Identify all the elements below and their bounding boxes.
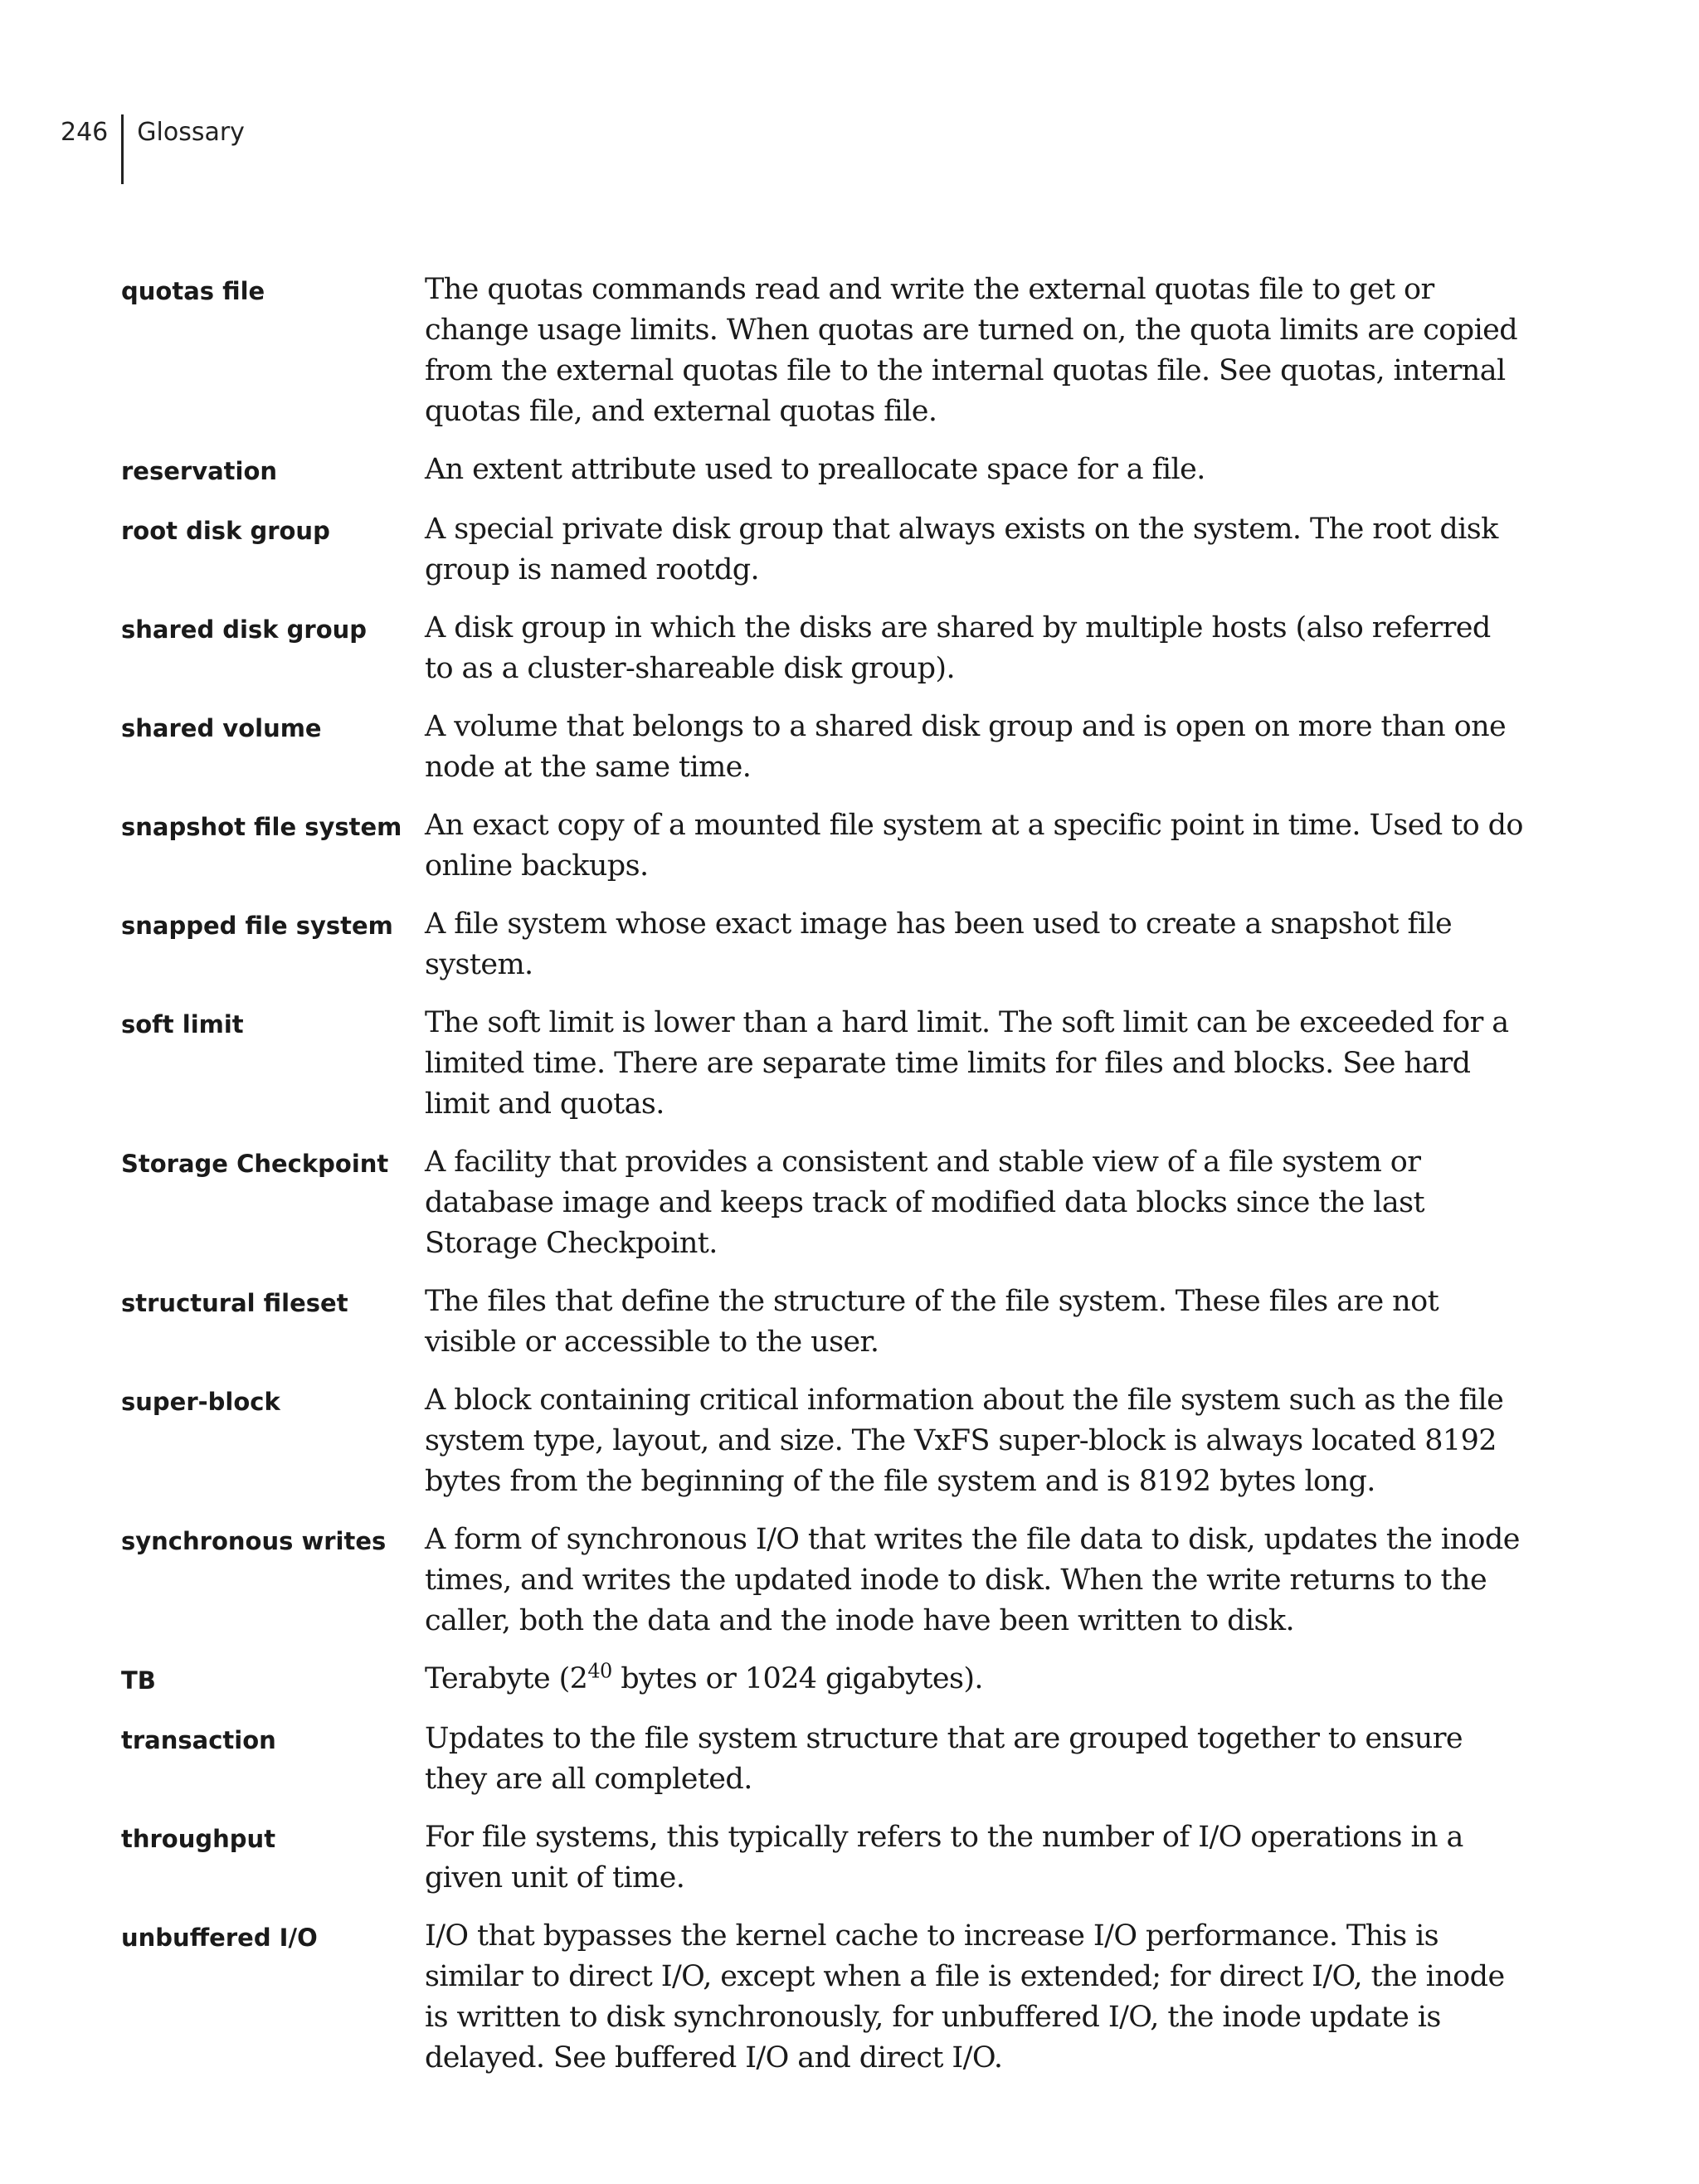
glossary-entry [121, 1817, 1523, 1899]
glossary-definition: The quotas commands read and write the external quotas file to get or change usage limits. When quotas are turned on, the quota limits are copied from the external quotas file to the internal quotas file. See quotas, internal quotas file, and external quotas file. [425, 273, 1518, 428]
glossary-definition [425, 1659, 1523, 1700]
glossary-entry [121, 1142, 1523, 1264]
glossary-term: throughput [121, 1825, 276, 1853]
glossary-term: structural fileset [121, 1289, 348, 1317]
glossary-list [121, 270, 1523, 2096]
glossary-entry [121, 904, 1523, 985]
page-number: 246 [61, 118, 109, 147]
exponent: 40 [587, 1659, 612, 1683]
glossary-entry [121, 450, 1523, 492]
glossary-definition: A volume that belongs to a shared disk group and is open on more than one node at the same time. [425, 710, 1507, 784]
glossary-definition: A disk group in which the disks are shared by multiple hosts (also referred to as a cluster-shareable disk group). [425, 611, 1491, 685]
glossary-definition: An extent attribute used to preallocate space for a file. [425, 453, 1205, 486]
glossary-entry [121, 1916, 1523, 2079]
glossary-definition: A form of synchronous I/O that writes the file data to disk, updates the inode times, and writes the updated inode to disk. When the write returns to the caller, both the data and the inode have been written to disk. [425, 1523, 1520, 1637]
glossary-definition: A special private disk group that always exists on the system. The root disk group is named rootdg. [425, 513, 1498, 586]
glossary-term: super-block [121, 1388, 280, 1416]
glossary-entry [121, 608, 1523, 689]
glossary-entry [121, 1003, 1523, 1125]
glossary-term: soft limit [121, 1010, 244, 1038]
glossary-term: TB [121, 1666, 156, 1695]
glossary-term: quotas file [121, 277, 265, 305]
glossary-definition: A file system whose exact image has been used to create a snapshot file system. [425, 907, 1453, 981]
glossary-entry [121, 1380, 1523, 1502]
glossary-term: synchronous writes [121, 1527, 387, 1555]
glossary-term: Storage Checkpoint [121, 1150, 389, 1178]
glossary-term: unbuffered I/O [121, 1924, 318, 1952]
glossary-term: shared disk group [121, 615, 368, 644]
glossary-definition: An exact copy of a mounted file system at a specific point in time. Used to do online backups. [425, 809, 1523, 883]
section-title: Glossary [137, 118, 245, 147]
glossary-definition: A facility that provides a consistent and stable view of a file system or database image and keeps track of modified data blocks since the last Storage Checkpoint. [425, 1146, 1424, 1260]
glossary-term: snapped file system [121, 912, 393, 940]
glossary-entry [121, 1282, 1523, 1363]
page-header [61, 114, 245, 184]
glossary-entry [121, 270, 1523, 432]
glossary-definition: The files that define the structure of the file system. These files are not visible or accessible to the user. [425, 1285, 1439, 1359]
glossary-definition: I/O that bypasses the kernel cache to increase I/O performance. This is similar to direct I/O, except when a file is extended; for direct I/O, the inode is written to disk synchronously, for unbuffered I/O, the inode update is delayed. See buffered I/O and direct I/O. [425, 1919, 1505, 2075]
glossary-entry [121, 1719, 1523, 1800]
definition-text: Terabyte (2 [425, 1662, 588, 1695]
glossary-entry [121, 1520, 1523, 1642]
glossary-term: reservation [121, 457, 278, 485]
glossary-definition: A block containing critical information about the file system such as the file system type, layout, and size. The VxFS super-block is always located 8192 bytes from the beginning of the file system and is 8192 bytes long. [425, 1384, 1504, 1498]
glossary-definition: The soft limit is lower than a hard limit. The soft limit can be exceeded for a limited time. There are separate time limits for files and blocks. See hard limit and quotas. [425, 1006, 1509, 1121]
glossary-entry [121, 1659, 1523, 1701]
glossary-entry [121, 805, 1523, 887]
glossary-term: shared volume [121, 714, 322, 742]
glossary-definition: For file systems, this typically refers to the number of I/O operations in a given unit of time. [425, 1821, 1463, 1895]
glossary-entry [121, 707, 1523, 788]
definition-text: bytes or 1024 gigabytes). [611, 1662, 983, 1695]
glossary-term: snapshot file system [121, 813, 402, 841]
glossary-term: transaction [121, 1726, 276, 1754]
glossary-definition: Updates to the file system structure that are grouped together to ensure they are all completed. [425, 1722, 1463, 1796]
glossary-term: root disk group [121, 517, 330, 545]
glossary-entry [121, 509, 1523, 591]
